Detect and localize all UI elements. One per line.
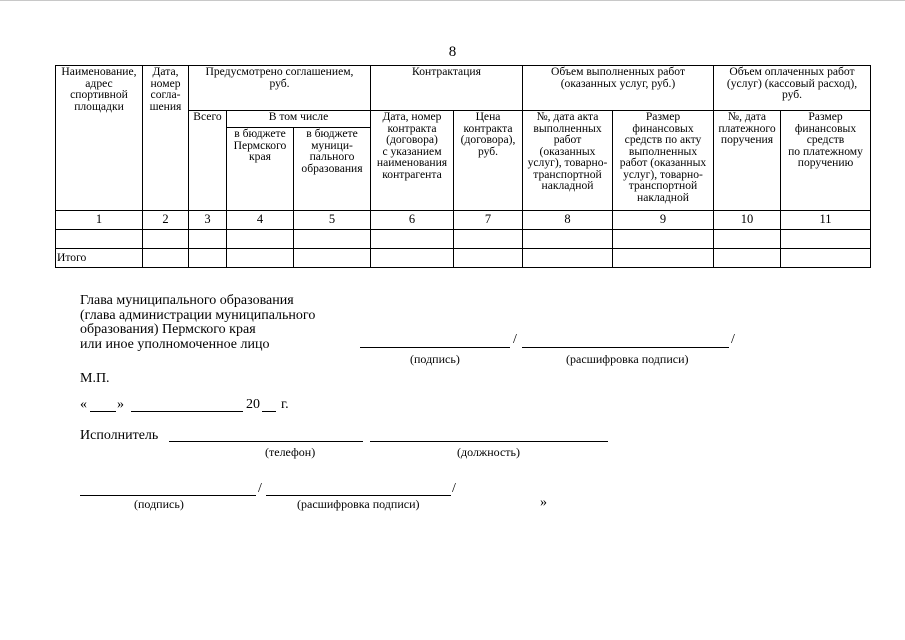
table-cell[interactable] [143,230,189,249]
table-row [56,230,871,249]
executor-slash-end: / [452,481,456,496]
phone-line[interactable] [169,441,363,442]
header-payment-order: №, дата платежного поручения [714,111,781,211]
signature-decoding-line[interactable] [522,347,729,348]
date-month-line[interactable] [131,411,243,412]
table-cell[interactable] [371,249,454,268]
date-close-quote: » [117,397,124,412]
table-cell[interactable] [454,230,523,249]
page-number: 8 [448,44,457,60]
header-total: Всего [189,111,227,211]
table-cell[interactable] [613,230,714,249]
total-row-label: Итого [56,249,143,268]
header-row-1 [56,66,871,111]
table-cell[interactable] [294,230,371,249]
table-cell[interactable] [781,230,871,249]
column-number: 10 [714,211,781,230]
report-table [55,65,871,268]
table-cell[interactable] [371,230,454,249]
header-contract-price: Цена контракта (договора), руб. [454,111,523,211]
table-cell[interactable] [56,230,143,249]
column-number: 6 [371,211,454,230]
column-number: 11 [781,211,871,230]
caption-executor-decoding: (расшифровка подписи) [297,497,420,511]
executor-label: Исполнитель [80,428,159,443]
column-number: 3 [189,211,227,230]
date-day-line[interactable] [90,411,116,412]
closing-quote: » [540,495,547,510]
stamp-label: М.П. [80,371,110,386]
header-act-amount: Размер финансовых средств по акту выполненных работ (оказанных услуг), товарно- транспортной накладной [613,111,714,211]
table-cell[interactable] [294,249,371,268]
column-numbers-row [56,211,871,230]
table-cell[interactable] [227,249,294,268]
signature-slash: / [513,332,517,347]
date-open-quote: « [80,397,87,412]
header-works-group: Объем выполненных работ (оказанных услуг, руб.) [523,66,714,111]
table-cell[interactable] [613,249,714,268]
column-number: 4 [227,211,294,230]
column-number: 2 [143,211,189,230]
table-cell[interactable] [454,249,523,268]
table-cell[interactable] [523,230,613,249]
column-number: 1 [56,211,143,230]
header-contract-date: Дата, номер контракта (договора) с указанием наименования контрагента [371,111,454,211]
top-border-line [0,0,905,1]
header-paid-group: Объем оплаченных работ (услуг) (кассовый расход), руб. [714,66,871,111]
executor-slash: / [258,481,262,496]
table-cell[interactable] [227,230,294,249]
header-municipal-budget: в бюджете муници- пального образования [294,128,371,211]
table-cell[interactable] [189,230,227,249]
date-year-line[interactable] [262,411,276,412]
signature-slash-end: / [731,332,735,347]
caption-signature: (подпись) [410,352,460,366]
table-cell[interactable] [781,249,871,268]
position-line[interactable] [370,441,608,442]
total-row [56,249,871,268]
caption-decoding: (расшифровка подписи) [566,352,689,366]
caption-phone: (телефон) [265,445,316,459]
date-year-suffix: г. [281,397,289,412]
head-title: Глава муниципального образования (глава администрации муниципального образования) Пермского края или иное уполномоченное лицо [80,293,316,352]
table-cell[interactable] [714,249,781,268]
column-number: 5 [294,211,371,230]
header-agreement-date: Дата, номер согла- шения [143,66,189,211]
header-including: В том числе [227,111,371,128]
caption-executor-signature: (подпись) [134,497,184,511]
header-payment-amount: Размер финансовых средств по платежному поручению [781,111,871,211]
column-number: 9 [613,211,714,230]
executor-signature-line[interactable] [80,495,256,496]
table-cell[interactable] [714,230,781,249]
header-act-number: №, дата акта выполненных работ (оказанных услуг), товарно- транспортной накладной [523,111,613,211]
header-site-name: Наименование, адрес спортивной площадки [56,66,143,211]
table-cell[interactable] [143,249,189,268]
column-number: 7 [454,211,523,230]
table-cell[interactable] [189,249,227,268]
table-cell[interactable] [523,249,613,268]
header-agreement-group: Предусмотрено соглашением, руб. [189,66,371,111]
header-perm-budget: в бюджете Пермского края [227,128,294,211]
executor-decoding-line[interactable] [266,495,451,496]
caption-position: (должность) [457,445,520,459]
signature-line[interactable] [360,347,510,348]
column-number: 8 [523,211,613,230]
header-contracting-group: Контрактация [371,66,523,111]
date-year-prefix: 20 [246,397,260,412]
